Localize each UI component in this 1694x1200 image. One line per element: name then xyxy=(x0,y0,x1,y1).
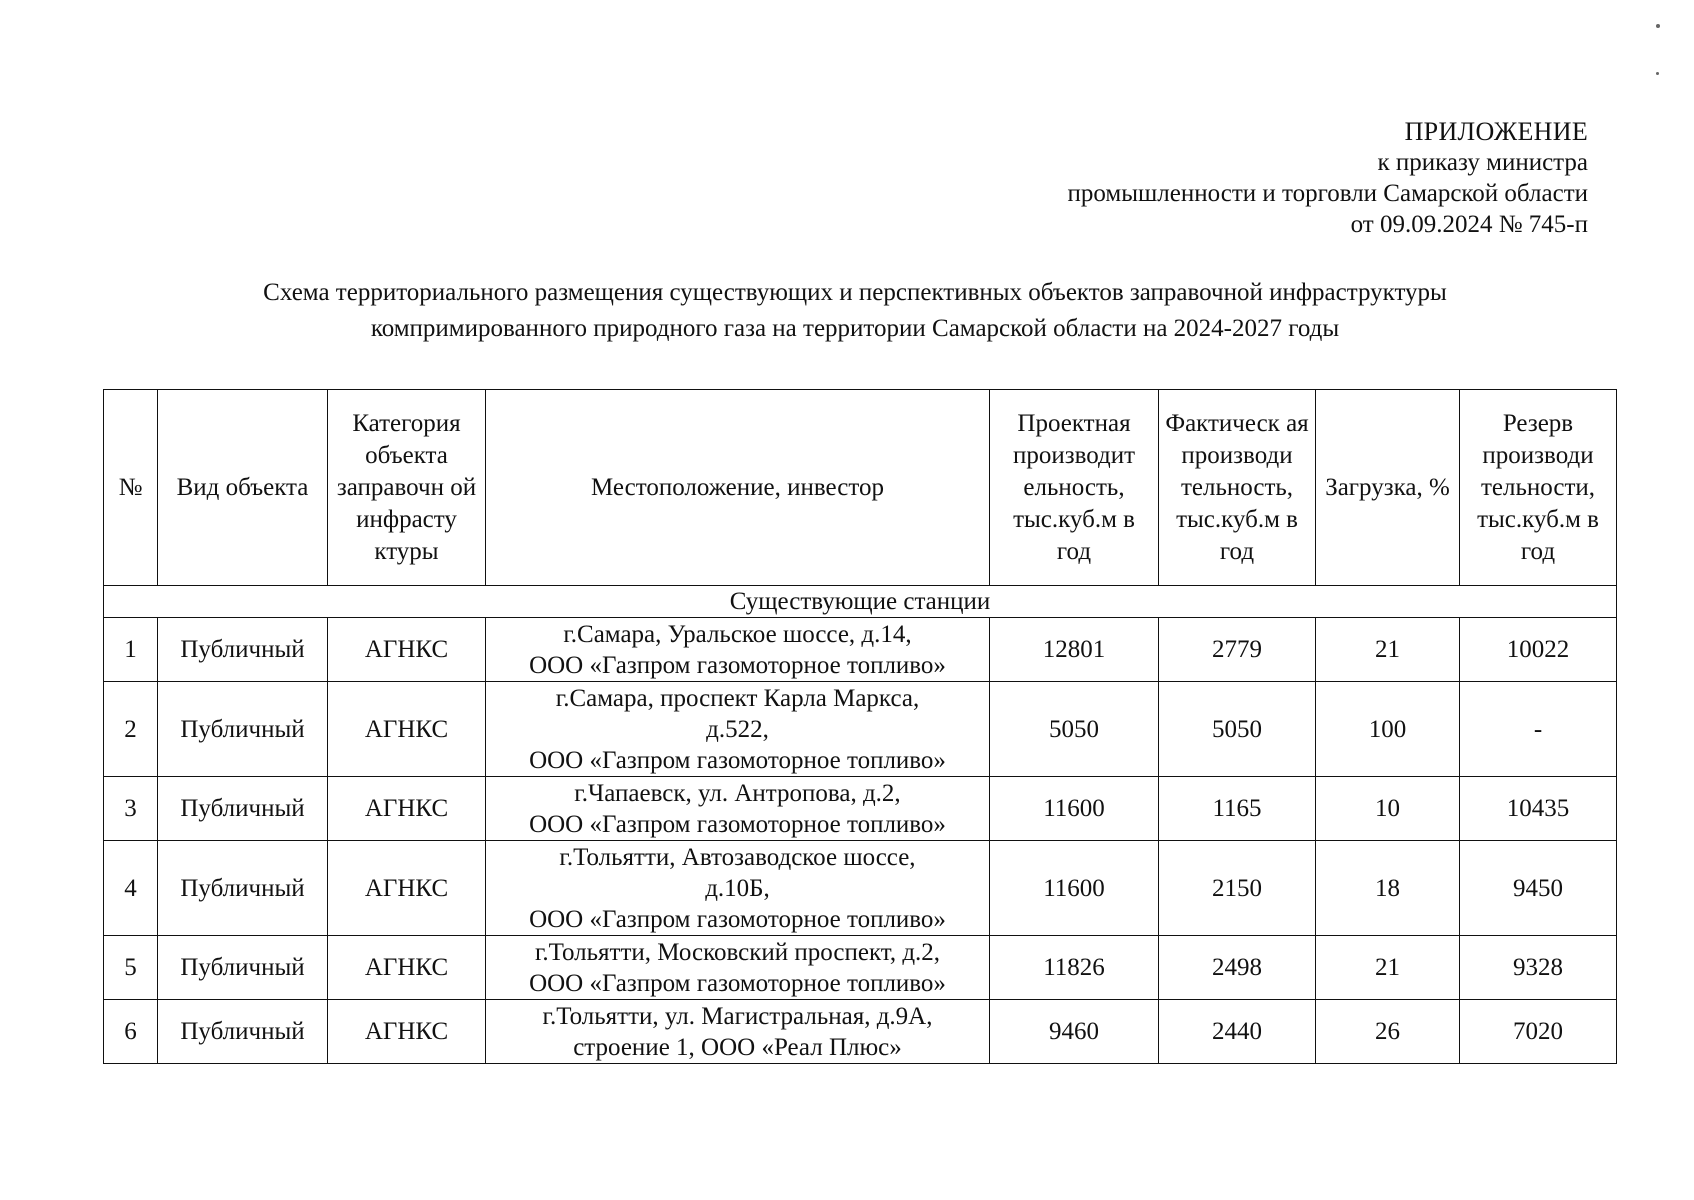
cell-design-capacity: 11600 xyxy=(990,841,1159,936)
infrastructure-table xyxy=(103,389,1617,1064)
cell-object-type: Публичный xyxy=(158,777,328,841)
table-row xyxy=(104,618,1617,682)
cell-reserve: 10022 xyxy=(1460,618,1617,682)
cell-location xyxy=(486,777,990,841)
cell-category: АГНКС xyxy=(328,936,486,1000)
table-row xyxy=(104,1000,1617,1064)
appendix-line-2: промышленности и торговли Самарской области xyxy=(1067,180,1588,207)
appendix-header xyxy=(1068,116,1589,240)
cell-actual-capacity: 5050 xyxy=(1159,682,1316,777)
document-title xyxy=(140,275,1570,347)
table-row xyxy=(104,841,1617,936)
cell-load: 21 xyxy=(1316,618,1460,682)
column-header-load: Загрузка, % xyxy=(1316,390,1460,586)
cell-location xyxy=(486,841,990,936)
cell-load: 18 xyxy=(1316,841,1460,936)
cell-actual-capacity: 2150 xyxy=(1159,841,1316,936)
cell-design-capacity: 9460 xyxy=(990,1000,1159,1064)
location-line: строение 1, ООО «Реал Плюс» xyxy=(573,1033,902,1061)
cell-category: АГНКС xyxy=(328,682,486,777)
location-line: ООО «Газпром газомоторное топливо» xyxy=(529,905,946,933)
location-line: д.10Б, xyxy=(705,874,770,902)
cell-reserve: - xyxy=(1460,682,1617,777)
location-line: ООО «Газпром газомоторное топливо» xyxy=(529,746,946,774)
column-header-number: № xyxy=(104,390,158,586)
section-title: Существующие станции xyxy=(104,586,1617,618)
cell-actual-capacity: 2498 xyxy=(1159,936,1316,1000)
cell-load: 21 xyxy=(1316,936,1460,1000)
location-line: г.Самара, проспект Карла Маркса, xyxy=(555,684,920,712)
cell-number: 4 xyxy=(104,841,158,936)
cell-design-capacity: 12801 xyxy=(990,618,1159,682)
column-header-category: Категория объекта заправочн ой инфрасту ктуры xyxy=(328,390,486,586)
cell-number: 5 xyxy=(104,936,158,1000)
cell-load: 100 xyxy=(1316,682,1460,777)
cell-object-type: Публичный xyxy=(158,618,328,682)
location-line: г.Чапаевск, ул. Антропова, д.2, xyxy=(574,779,901,807)
table-row xyxy=(104,777,1617,841)
cell-reserve: 9450 xyxy=(1460,841,1617,936)
appendix-line-3: от 09.09.2024 № 745-п xyxy=(1350,211,1588,238)
cell-object-type: Публичный xyxy=(158,1000,328,1064)
cell-reserve: 7020 xyxy=(1460,1000,1617,1064)
location-line: г.Тольятти, Московский проспект, д.2, xyxy=(534,938,941,966)
location-line: г.Самара, Уральское шоссе, д.14, xyxy=(563,620,912,648)
cell-category: АГНКС xyxy=(328,777,486,841)
cell-location xyxy=(486,936,990,1000)
cell-object-type: Публичный xyxy=(158,936,328,1000)
cell-number: 1 xyxy=(104,618,158,682)
section-row xyxy=(104,586,1617,618)
column-header-object-type: Вид объекта xyxy=(158,390,328,586)
table-row xyxy=(104,936,1617,1000)
cell-object-type: Публичный xyxy=(158,841,328,936)
cell-location xyxy=(486,618,990,682)
appendix-line-1: к приказу министра xyxy=(1377,149,1588,176)
location-line: г.Тольятти, Автозаводское шоссе, xyxy=(559,843,916,871)
cell-number: 2 xyxy=(104,682,158,777)
cell-design-capacity: 5050 xyxy=(990,682,1159,777)
cell-number: 6 xyxy=(104,1000,158,1064)
cell-actual-capacity: 2440 xyxy=(1159,1000,1316,1064)
cell-load: 26 xyxy=(1316,1000,1460,1064)
cell-actual-capacity: 1165 xyxy=(1159,777,1316,841)
appendix-title: ПРИЛОЖЕНИЕ xyxy=(1404,117,1588,146)
cell-reserve: 10435 xyxy=(1460,777,1617,841)
document-title-line-1: Схема территориального размещения существующих и перспективных объектов заправочной инфраструктуры xyxy=(263,279,1447,306)
column-header-location: Местоположение, инвестор xyxy=(486,390,990,586)
cell-reserve: 9328 xyxy=(1460,936,1617,1000)
location-line: ООО «Газпром газомоторное топливо» xyxy=(529,810,946,838)
cell-category: АГНКС xyxy=(328,618,486,682)
cell-object-type: Публичный xyxy=(158,682,328,777)
column-header-actual-capacity: Фактическ ая производи тельность, тыс.куб.м в год xyxy=(1159,390,1316,586)
cell-category: АГНКС xyxy=(328,841,486,936)
document-title-line-2: компримированного природного газа на территории Самарской области на 2024-2027 годы xyxy=(370,315,1340,342)
cell-location xyxy=(486,1000,990,1064)
cell-load: 10 xyxy=(1316,777,1460,841)
table-row xyxy=(104,682,1617,777)
cell-design-capacity: 11826 xyxy=(990,936,1159,1000)
location-line: г.Тольятти, ул. Магистральная, д.9А, xyxy=(542,1002,933,1030)
column-header-reserve: Резерв производи тельности, тыс.куб.м в год xyxy=(1460,390,1617,586)
table-header-row xyxy=(104,390,1617,586)
cell-category: АГНКС xyxy=(328,1000,486,1064)
cell-design-capacity: 11600 xyxy=(990,777,1159,841)
cell-location xyxy=(486,682,990,777)
scan-speck xyxy=(1656,24,1660,28)
scan-speck xyxy=(1656,72,1659,75)
location-line: д.522, xyxy=(706,715,769,743)
cell-number: 3 xyxy=(104,777,158,841)
location-line: ООО «Газпром газомоторное топливо» xyxy=(529,969,946,997)
location-line: ООО «Газпром газомоторное топливо» xyxy=(529,651,946,679)
column-header-design-capacity: Проектная производит ельность, тыс.куб.м в год xyxy=(990,390,1159,586)
cell-actual-capacity: 2779 xyxy=(1159,618,1316,682)
